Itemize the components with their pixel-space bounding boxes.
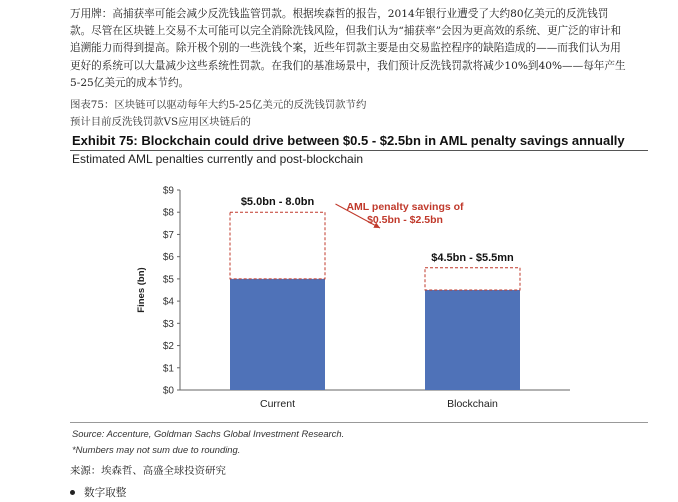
bullet-text: 数字取整 (84, 487, 127, 499)
y-tick-label: $0 (162, 385, 174, 397)
chart-footnote: *Numbers may not sum due to rounding. (72, 444, 241, 455)
bar-range-outline-current (230, 212, 325, 279)
intro-line: 5-25亿美元的成本节约。 (70, 76, 190, 89)
y-axis-label: Fines (bn) (136, 267, 147, 313)
y-tick-label: $2 (162, 341, 174, 353)
exhibit-subtitle: Estimated AML penalties currently and post-blockchain (72, 152, 364, 166)
y-tick-label: $8 (162, 207, 174, 219)
notes-divider (70, 422, 648, 423)
bullet-item (70, 485, 126, 500)
x-tick-label: Current (259, 398, 296, 410)
exhibit-divider (70, 150, 648, 151)
bar-range-outline-blockchain (425, 268, 520, 290)
y-tick-label: $9 (162, 185, 174, 197)
bar-range-label: $4.5bn - $5.5mn (431, 251, 514, 264)
bullet-dot-icon (70, 490, 75, 495)
intro-line: 追溯能力而得到提高。除开极个别的一些洗钱个案，近些年罚款主要是由交易监控程序的缺陷造成的——而我们认为用 (70, 42, 621, 55)
intro-paragraph (70, 6, 660, 92)
bar-solid-current (230, 279, 325, 390)
bar-solid-blockchain (425, 290, 520, 390)
y-tick-label: $5 (162, 274, 174, 286)
bar-range-label: $5.0bn - 8.0bn (240, 196, 315, 209)
exhibit-title: Exhibit 75: Blockchain could drive between $0.5 - $2.5bn in AML penalty savings annually (72, 133, 625, 148)
chart-source-note: Source: Accenture, Goldman Sachs Global Investment Research. (72, 428, 345, 439)
figure-caption-title: 图表75：区块链可以驱动每年大约5-25亿美元的反洗钱罚款节约 (70, 99, 367, 111)
savings-annotation: AML penalty savings of (346, 201, 464, 213)
y-tick-label: $6 (162, 252, 174, 264)
y-tick-label: $3 (162, 318, 174, 330)
aml-penalty-chart (70, 170, 630, 418)
intro-line: 更好的系统可以大量减少这些系统性罚款。在我们的基准场景中，我们预计反洗钱罚款将减少10%到40%——每年产生 (70, 59, 626, 72)
y-tick-label: $1 (162, 363, 174, 375)
y-tick-label: $7 (162, 229, 174, 241)
intro-line: 款。尽管在区块链上交易不太可能可以完全消除洗钱风险，但我们认为“捕获率”会因为更高效的系统、更广泛的审计和 (70, 25, 622, 38)
y-tick-label: $4 (162, 296, 174, 308)
savings-annotation: $0.5bn - $2.5bn (367, 214, 443, 226)
source-cn: 来源：埃森哲、高盛全球投资研究 (70, 465, 226, 477)
x-tick-label: Blockchain (447, 398, 498, 410)
figure-caption-subtitle: 预计目前反洗钱罚款VS应用区块链后的 (70, 116, 251, 128)
intro-line: 万用牌：高捕获率可能会减少反洗钱监管罚款。根据埃森哲的报告，2014年银行业遭受了大约80亿美元的反洗钱罚 (70, 8, 609, 20)
